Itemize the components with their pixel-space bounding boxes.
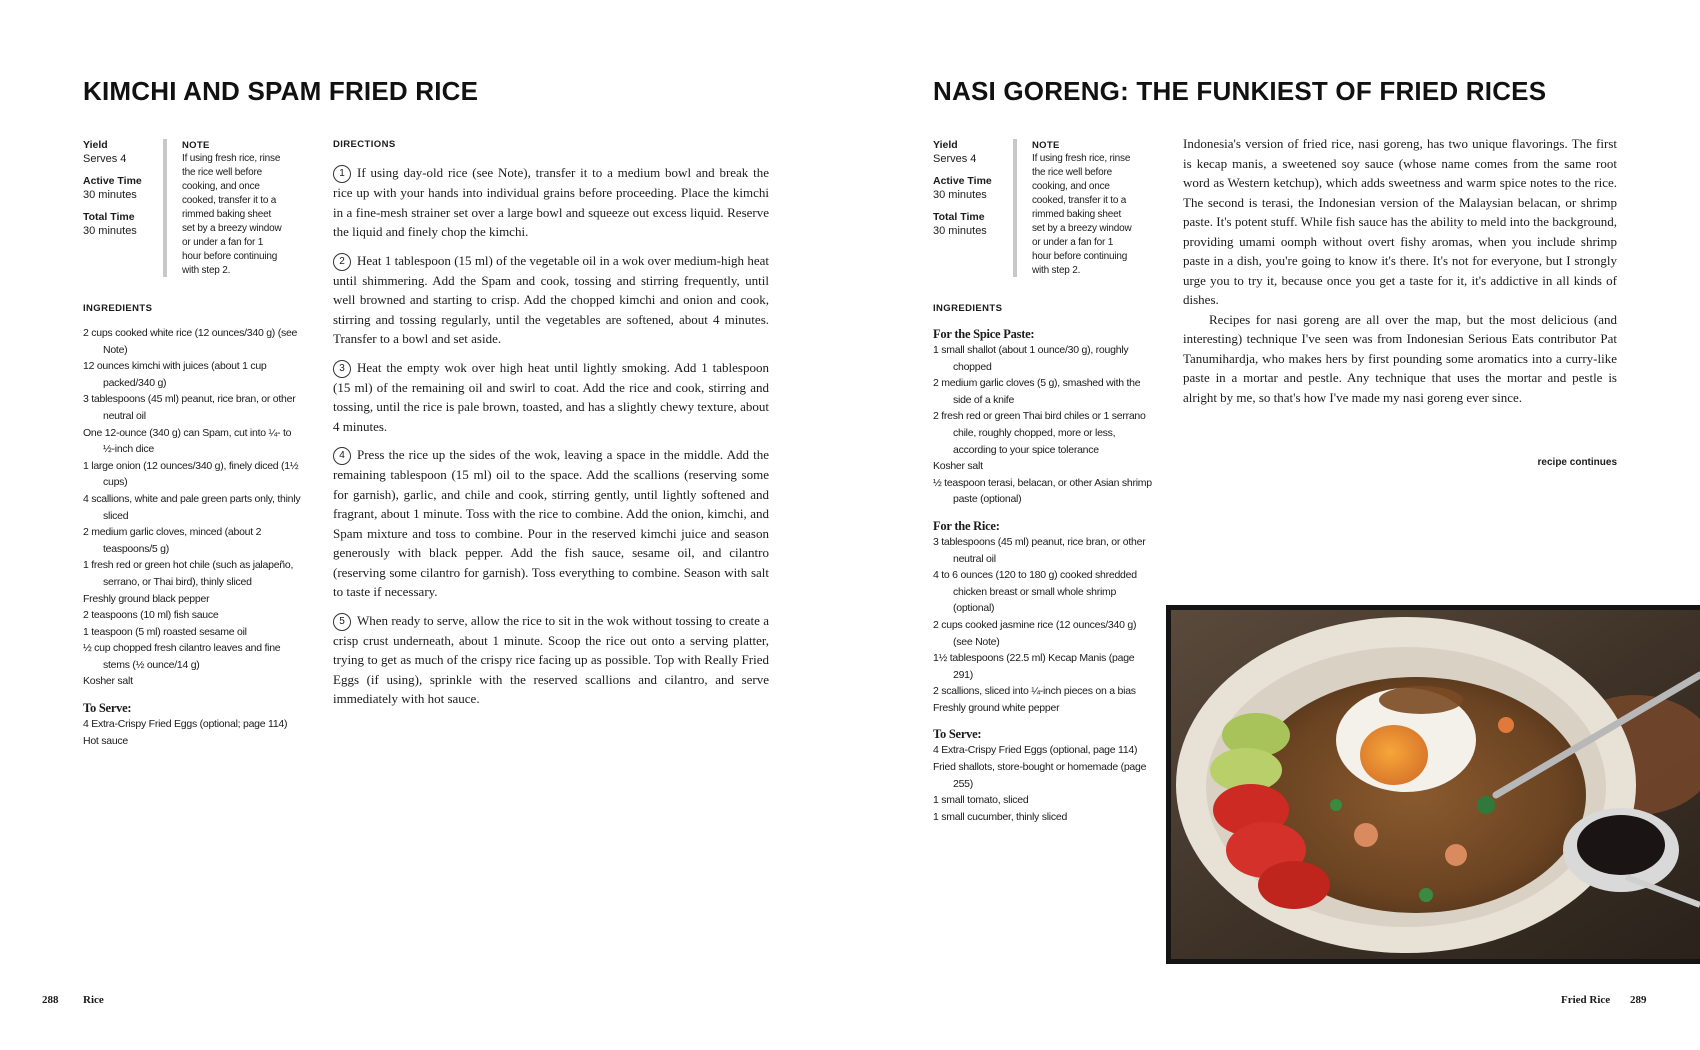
- note-rule-right: [1013, 139, 1017, 277]
- total-time-label: Total Time: [83, 211, 135, 223]
- note-rule-left: [163, 139, 167, 277]
- direction-step: [333, 163, 769, 242]
- note-text: If using fresh rice, rinse the rice well before cooking, and once cooked, transfer it to a rimmed baking sheet set by a breezy window or under a fan for 1 hour before continuing with step 2.: [1032, 153, 1132, 276]
- ingredient-item: 1 small shallot (about 1 ounce/30 g), roughly chopped: [933, 344, 1129, 373]
- ingredient-item: 2 medium garlic cloves, minced (about 2 teaspoons/5 g): [83, 526, 262, 555]
- active-time-value: 30 minutes: [933, 189, 987, 201]
- ingredient-item: 4 to 6 ounces (120 to 180 g) cooked shredded chicken breast or small whole shrimp (optional): [933, 569, 1137, 615]
- ingredient-item: 4 scallions, white and pale green parts only, thinly sliced: [83, 492, 301, 522]
- ingredient-item: 1 small tomato, sliced: [933, 794, 1029, 807]
- page-number-right: 289: [1630, 994, 1647, 1006]
- ingredient-item: 3 tablespoons (45 ml) peanut, rice bran, or other neutral oil: [933, 535, 1146, 565]
- active-time-label: Active Time: [933, 175, 992, 187]
- ingredient-item: One 12-ounce (340 g) can Spam, cut into ¼- to ½-inch dice: [83, 426, 292, 456]
- ingredient-item: 2 cups cooked white rice (12 ounces/340 g) (see Note): [83, 327, 298, 356]
- recipe-continues: recipe continues: [1537, 457, 1617, 468]
- direction-step: [333, 445, 769, 602]
- ingredient-item: 12 ounces kimchi with juices (about 1 cup packed/340 g): [83, 360, 267, 389]
- note-box-left: [182, 139, 284, 278]
- recipe-meta-left: [83, 139, 163, 247]
- yield-value: Serves 4: [83, 153, 127, 165]
- ingredient-item: 2 cups cooked jasmine rice (12 ounces/340 g) (see Note): [933, 618, 1137, 648]
- ingredient-item: Fried shallots, store-bought or homemade (page 255): [933, 761, 1147, 790]
- ingredient-item: Freshly ground black pepper: [83, 592, 210, 605]
- ingredient-item: ½ cup chopped fresh cilantro leaves and fine stems (½ ounce/14 g): [83, 642, 281, 671]
- directions-heading: DIRECTIONS: [333, 139, 396, 150]
- step-text: Heat the empty wok over high heat until lightly smoking. Add 1 tablespoon (15 ml) of the remaining oil and swirl to coat. Add the rice and cook, stirring and tossing, until the rice is pale brown, toasted, and has a slightly chewy texture, about 4 minutes.: [333, 359, 769, 434]
- total-time-label: Total Time: [933, 211, 985, 223]
- direction-step: [333, 251, 769, 349]
- ingredient-item: 1 teaspoon (5 ml) roasted sesame oil: [83, 625, 247, 638]
- to-serve-heading-right: To Serve:: [933, 727, 982, 742]
- recipe-title-right: NASI GORENG: THE FUNKIEST OF FRIED RICES: [933, 76, 1547, 106]
- rice-heading: For the Rice:: [933, 518, 1000, 533]
- direction-step: [333, 358, 769, 437]
- step-text: Press the rice up the sides of the wok, leaving a space in the middle. Add the remaining tablespoon (15 ml) oil to the space. Add the scallions (reserving some for garnish), garlic, and chile and cook, stirring gently, until lightly softened and fragrant, about 1 minute. Toss with the rice to combine. Add the onion, kimchi, and Spam mixture and toss to combine. Pour in the reserved kimchi juice and season generously with black pepper. Add the fish sauce, sesame oil, and cilantro (reserving some cilantro for garnish). Toss everything to combine. Season with salt to taste if necessary.: [333, 447, 769, 599]
- ingredients-list-left: [83, 325, 301, 749]
- step-text: If using day-old rice (see Note), transfer it to a medium bowl and break the rice up with your hands into individual grains before proceeding. Place the kimchi in a fine-mesh strainer set over a large bowl and squeeze out excess liquid. Reserve the liquid and finely chop the kimchi.: [333, 165, 769, 239]
- to-serve-heading-left: To Serve:: [83, 701, 132, 716]
- yield-label: Yield: [933, 139, 958, 151]
- running-head-left: Rice: [83, 994, 104, 1006]
- intro-paragraph-1: Indonesia's version of fried rice, nasi goreng, has two unique flavorings. The first is kecap manis, a sweetened soy sauce (whose name comes from the same root word as Western ketchup), which adds sweetness and warm spice notes to the rice. The second is terasi, the Indonesian version of the Malaysian belacan, or shrimp paste. It's potent stuff. While fish sauce has the ability to meld into the background, providing umami oomph without overt fishy aromas, when you include shrimp paste in a dish, you're going to know it's there. It's not for everyone, but I strongly urge you to try it, because once you get a taste for it, it's addictive in all kinds of dishes.: [1183, 136, 1617, 307]
- ingredient-item: 1 small cucumber, thinly sliced: [933, 810, 1068, 823]
- recipe-title-left: KIMCHI AND SPAM FRIED RICE: [83, 76, 479, 106]
- yield-value: Serves 4: [933, 153, 977, 165]
- total-time-value: 30 minutes: [933, 225, 987, 237]
- ingredient-item: Kosher salt: [83, 675, 133, 688]
- step-number-badge: 5: [333, 613, 351, 631]
- nasi-goreng-photo: [1166, 605, 1700, 964]
- step-number-badge: 4: [333, 447, 351, 465]
- step-number-badge: 1: [333, 165, 351, 183]
- ingredient-item: 1½ tablespoons (22.5 ml) Kecap Manis (page 291): [933, 652, 1135, 681]
- active-time-label: Active Time: [83, 175, 142, 187]
- food-photo-illustration: [1166, 605, 1700, 964]
- ingredients-heading-right: INGREDIENTS: [933, 303, 1003, 314]
- yield-label: Yield: [83, 139, 108, 151]
- spice-paste-heading: For the Spice Paste:: [933, 327, 1035, 341]
- ingredient-item: 1 fresh red or green hot chile (such as jalapeño, serrano, or Thai bird), thinly sliced: [83, 559, 294, 588]
- ingredient-item: 2 teaspoons (10 ml) fish sauce: [83, 609, 219, 622]
- step-number-badge: 3: [333, 360, 351, 378]
- ingredient-item: 4 Extra-Crispy Fried Eggs (optional; page 114): [83, 718, 288, 731]
- note-label: NOTE: [182, 140, 210, 151]
- step-number-badge: 2: [333, 253, 351, 271]
- intro-paragraph-2: Recipes for nasi goreng are all over the map, but the most delicious (and interesting) technique I've seen was from Indonesian Serious Eats contributor Pat Tanumihardja, who makes hers by first pounding some aromatics into a curry-like paste in a mortar and pestle. Any technique that uses the mortar and pestle is alright by me, so that's how I've made my nasi goreng ever since.: [1183, 311, 1617, 405]
- ingredient-item: 2 medium garlic cloves (5 g), smashed with the side of a knife: [933, 377, 1141, 406]
- direction-step: [333, 611, 769, 709]
- ingredient-item: 2 fresh red or green Thai bird chiles or 1 serrano chile, roughly chopped, more or less, according to your spice tolerance: [933, 410, 1146, 456]
- ingredient-item: Kosher salt: [933, 460, 983, 473]
- recipe-meta-right: [933, 139, 1013, 247]
- ingredient-item: 4 Extra-Crispy Fried Eggs (optional, page 114): [933, 744, 1138, 757]
- running-head-right: Fried Rice: [1561, 994, 1611, 1006]
- ingredient-item: Freshly ground white pepper: [933, 701, 1060, 714]
- ingredients-heading-left: INGREDIENTS: [83, 303, 153, 314]
- ingredient-item: ½ teaspoon terasi, belacan, or other Asian shrimp paste (optional): [933, 476, 1152, 506]
- note-box-right: [1032, 139, 1134, 278]
- note-text: If using fresh rice, rinse the rice well before cooking, and once cooked, transfer it to a rimmed baking sheet set by a breezy window or under a fan for 1 hour before continuing with step 2.: [182, 153, 282, 276]
- directions-list: [333, 163, 769, 718]
- ingredient-item: 3 tablespoons (45 ml) peanut, rice bran, or other neutral oil: [83, 393, 296, 422]
- ingredients-list-right: [933, 326, 1153, 825]
- recipe-intro: [1183, 134, 1617, 407]
- active-time-value: 30 minutes: [83, 189, 137, 201]
- total-time-value: 30 minutes: [83, 225, 137, 237]
- page-number-left: 288: [42, 994, 59, 1006]
- ingredient-item: 1 large onion (12 ounces/340 g), finely diced (1½ cups): [83, 459, 299, 489]
- step-text: Heat 1 tablespoon (15 ml) of the vegetable oil in a wok over medium-high heat until shimmering. Add the Spam and cook, tossing and stirring frequently, until well browned and starting to crisp. Add the chopped kimchi and onion and cook, stirring and tossing regularly, until the vegetables are softened, about 4 minutes. Transfer to a bowl and set aside.: [333, 252, 769, 346]
- step-text: When ready to serve, allow the rice to sit in the wok without tossing to create a crisp crust underneath, about 1 minute. Scoop the rice out onto a serving platter, trying to get as much of the crispy rice facing up as possible. Top with Really Fried Eggs (if using), sprinkle with the reserved scallions and cilantro, and serve immediately with hot sauce.: [333, 612, 769, 706]
- note-label: NOTE: [1032, 140, 1060, 151]
- ingredient-item: 2 scallions, sliced into ¼-inch pieces on a bias: [933, 685, 1136, 698]
- ingredient-item: Hot sauce: [83, 734, 129, 747]
